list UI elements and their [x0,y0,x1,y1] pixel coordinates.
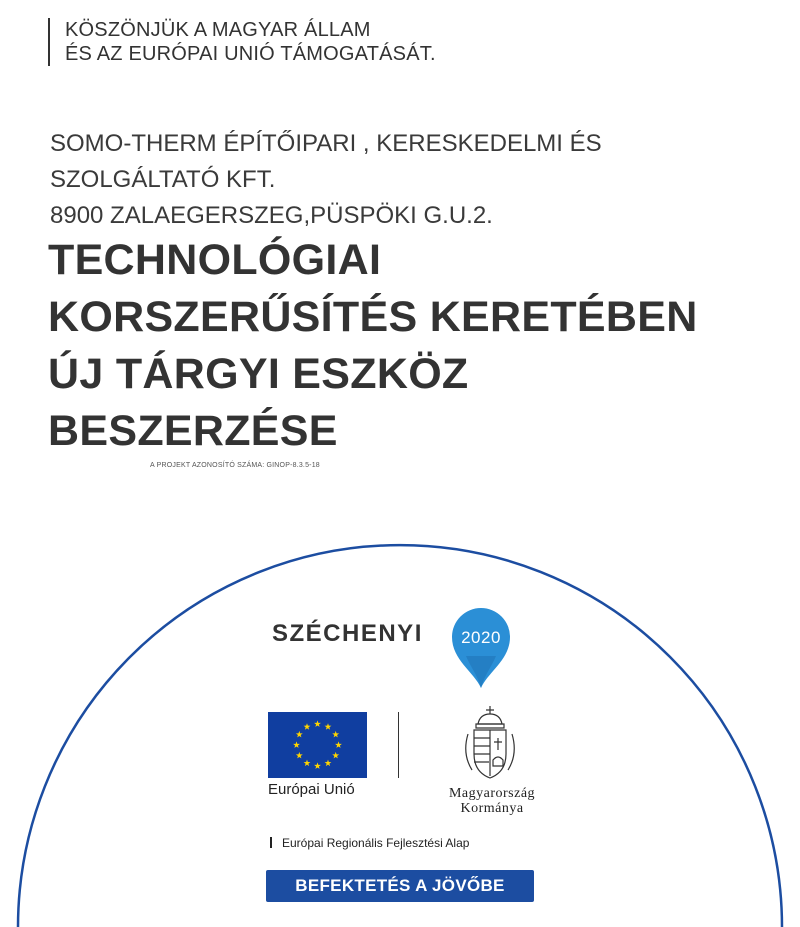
title-line-3: ÚJ TÁRGYI ESZKÖZ [48,350,469,398]
title-line-1: TECHNOLÓGIAI [48,236,382,284]
thanks-line-2: ÉS AZ EURÓPAI UNIÓ TÁMOGATÁSÁT. [65,43,436,65]
title-line-4: BESZERZÉSE [48,407,338,455]
project-title [48,232,698,460]
thanks-notice [48,18,436,66]
company-address: 8900 ZALAEGERSZEG,PÜSPÖKI G.U.2. [50,202,493,229]
hungarian-coat-of-arms-icon [458,704,522,782]
title-line-2: KORSZERŰSÍTÉS KERETÉBEN [48,293,698,341]
erdf-fund-label [270,836,469,850]
project-id: A PROJEKT AZONOSÍTÓ SZÁMA: GINOP-8.3.5-18 [150,462,320,469]
szechenyi-logo-text: SZÉCHENYI [272,620,423,647]
beneficiary-block [50,126,602,234]
company-name-line-2: SZOLGÁLTATÓ KFT. [50,166,276,193]
fund-divider [270,837,272,848]
eu-flag-icon [268,712,367,778]
invest-in-future-banner: BEFEKTETÉS A JÖVŐBE [266,870,534,902]
fund-text: Európai Regionális Fejlesztési Alap [282,836,470,850]
gov-line-1: Magyarország [448,786,536,801]
hungarian-government-label [417,786,567,816]
szechenyi-2020-pin-icon [450,606,512,690]
szechenyi-year: 2020 [461,628,501,647]
thanks-line-1: KÖSZÖNJÜK A MAGYAR ÁLLAM [65,19,371,41]
logo-separator [398,712,399,778]
company-name-line-1: SOMO-THERM ÉPÍTŐIPARI , KERESKEDELMI ÉS [50,130,602,157]
eu-label: Európai Unió [268,781,355,798]
gov-line-2: Kormánya [460,801,524,816]
